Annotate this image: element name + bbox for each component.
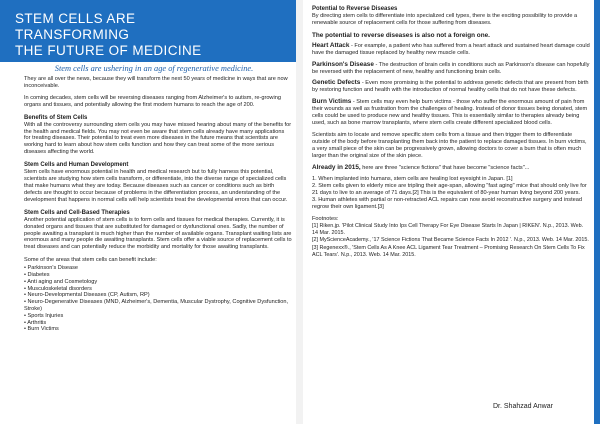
- footnote: [3] Regenexx®., 'Stem Cells As A Knee ACL Ligament Tear Treatment – Promising Research On Stem Cells To Fix ACL Tears'. N.p., 2013. Web. 14 Mar. 2015.: [312, 245, 585, 258]
- footnote: [2] MyScienceAcademy., '17 Science Fictions That Became Science Facts In 2012 '. N.p., 2013. Web. 14 Mar. 2015.: [312, 237, 589, 244]
- development-text: Stem cells have enormous potential in health and medical research but to fully harness this potential, scientists are studying how stem cells transform, or differentiate, into the diverse range of specialized cells that make humans what they are today. Because diseases such as cancer or conditions such as birth defects are thought to occur because of problems in the differentiation process, an understanding of the development that happens in normal cells will help scientists treat the developmental errors that can occur.: [24, 169, 288, 203]
- center-gutter: [296, 0, 303, 424]
- title-line-2: TRANSFORMING: [15, 27, 130, 42]
- reverse-heading: Potential to Reverse Diseases: [312, 6, 398, 12]
- areas-list: [24, 265, 292, 333]
- footnotes-heading: Footnotes:: [312, 216, 339, 223]
- benefits-text: With all the controversy surrounding stem cells you may have missed hearing about many of the benefits for the health and medical fields. You may not even be aware that stem cells already have many applications for treating diseases. Their potential to treat even more diseases in the future means that scientists are working hard to learn about how stem cells function and how they can treat some of the more serious diseases affecting the world.: [24, 121, 292, 156]
- facts-list: [312, 176, 590, 210]
- areas-intro: Some of the areas that stem cells can benefit include:: [24, 257, 157, 264]
- list-item: • Diabetes: [24, 271, 50, 278]
- already-line: [312, 165, 590, 172]
- condition-text: - For example, a patient who has suffered from a heart attack and sustained heart damage could have the damaged tissue replaced by healthy new muscle cells.: [312, 42, 590, 56]
- benefits-heading: Benefits of Stem Cells: [24, 114, 88, 121]
- author-name: Dr. Shahzad Anwar: [493, 403, 553, 410]
- condition-lead: Parkinson's Disease: [312, 60, 374, 68]
- list-item: • Anti aging and Cosmetology: [24, 278, 98, 285]
- already-text: here are three "science fictions" that have become "science facts"...: [360, 164, 530, 171]
- condition-heart-attack: [312, 43, 590, 57]
- list-item: 2. Stem cells given to elderly mice are tripling their age-span, allowing "fast aging" mice that should only live for 21 days to live to an average of 71 days.[2] This is the equivalent of 80-year human living beyond 200 years.: [312, 183, 587, 196]
- condition-text: - Even more promising is the potential to address genetic defects that are present from birth by restoring function and health with the introduction of normal healthy cells that do not have these defects.: [312, 80, 589, 94]
- intro-paragraph-2: In coming decades, stem cells will be reversing diseases ranging from Alzheimer's to autism, re-growing organs and tissues, and potentially allowing the first modern humans to reach the age of 200.: [24, 94, 281, 108]
- title-line-1: STEM CELLS ARE: [15, 11, 136, 26]
- condition-lead: Heart Attack: [312, 41, 350, 49]
- list-item: • Neuro-Developmental Diseases (CP, Autism, RP): [24, 292, 150, 299]
- condition-lead: Genetic Defects: [312, 79, 361, 87]
- intro-paragraph-1: They are all over the news, because they will transform the next 50 years of medicine in ways that are now inconceivable.: [24, 76, 288, 89]
- right-accent-strip: [594, 0, 600, 424]
- tagline: Stem cells are ushering in an age of regenerative medicine.: [54, 64, 254, 73]
- list-item: • Neuro-Degenerative Diseases (MND, Alzheimer's, Dementia, Muscular Dystrophy, Cognitive Dysfunction, Stroke): [24, 299, 289, 312]
- list-item: • Musculoskeletal disorders: [24, 285, 92, 292]
- footnote: [1] Riken.jp. 'Pilot Clinical Study Into Ips Cell Therapy For Eye Disease Starts In Japan | RIKEN'. N.p., 2013. Web. 14 Mar. 2015.: [312, 223, 584, 236]
- list-item: • Burn Victims: [24, 326, 59, 333]
- condition-parkinsons: [312, 62, 590, 76]
- list-item: 3. Human athletes with partial or non-retracted ACL repairs can now avoid reconstructive surgery and instead regrow their own ligament.[3]: [312, 196, 582, 210]
- therapies-text: Another potential application of stem cells is to form cells and tissues for medical therapies. Currently, it is donated organs and tissues that are substituted for damaged or dysfunctional ones. Sadly, the number of people awaiting a transplant is much higher than the number of available organs. Transplant waiting lists are enormous and many people die awaiting transplants. Stem cells offer a viable source of replacement cells to treat diseases and can potentially reduce the morbidity and mortality for those awaiting transplants.: [24, 216, 292, 251]
- condition-text: - The destruction of brain cells in conditions such as Parkinson's disease can hopefully be reversed with the replacement of new, healthy and functioning brain cells.: [312, 61, 590, 75]
- right-body: [312, 6, 590, 259]
- list-item: • Arthritis: [24, 319, 47, 326]
- left-body: [24, 76, 292, 333]
- development-heading: Stem Cells and Human Development: [24, 162, 129, 169]
- right-column: [303, 0, 594, 424]
- list-item: 1. When implanted into humans, stem cells are healing lost eyesight in Japan. [1]: [312, 176, 513, 183]
- lab-text: Scientists aim to locate and remove specific stem cells from a tissue and then trigger them to differentiate outside of the body before transplanting them back into the patient to replace damaged tissues. In burn victims, a very small piece of the skin can be progressively grown, allowing doctors to cover a burn that is often much larger than the original size of the skin piece.: [312, 131, 587, 159]
- left-column: [0, 0, 296, 424]
- condition-text: - Stem cells may even help burn victims - those who suffer the enormous amount of pain from their wounds as well as frustration from the challenges of healing. Instead of donor tissues being donated, stem cells could be used to produce new and healthy tissues. This is essentially similar to therapies already being used, such as bone marrow transplants, where stem cells create different specialized blood cells.: [312, 99, 588, 126]
- already-lead: Already in 2015,: [312, 163, 361, 171]
- title-line-3: THE FUTURE OF MEDICINE: [15, 43, 202, 58]
- reverse-bold-line: The potential to reverse diseases is also not a foreign one.: [312, 31, 490, 39]
- condition-lead: Burn Victims: [312, 98, 352, 106]
- condition-genetic-defects: [312, 80, 590, 94]
- title-banner: [0, 0, 296, 62]
- therapies-heading: Stem Cells and Cell-Based Therapies: [24, 209, 130, 216]
- condition-burn-victims: [312, 99, 590, 127]
- list-item: • Parkinson's Disease: [24, 265, 79, 272]
- reverse-text: By directing stem cells to differentiate into specialized cell types, there is the exciting possibility to provide a renewable source of replacement cells for those suffering from diseases.: [312, 13, 578, 26]
- list-item: • Sports Injuries: [24, 312, 64, 319]
